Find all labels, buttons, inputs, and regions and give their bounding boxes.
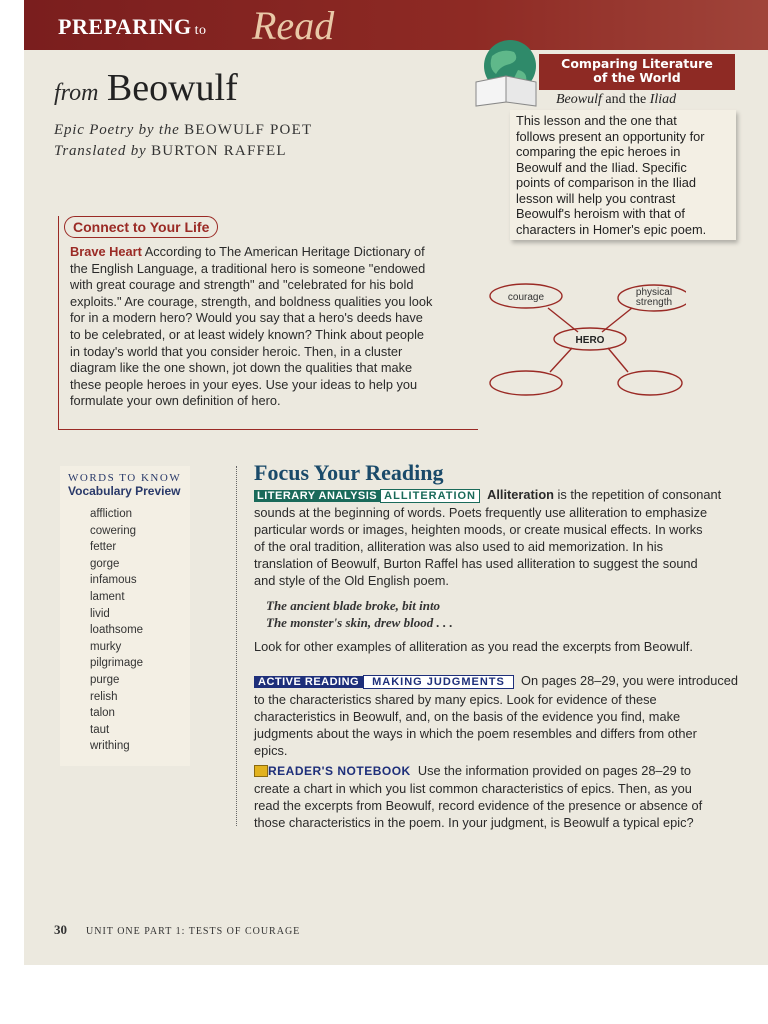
header-read: Read bbox=[252, 3, 335, 48]
subtitle-author: Epic Poetry by the BEOWULF POET bbox=[54, 122, 313, 138]
node-empty-1 bbox=[490, 371, 562, 395]
cluster-diagram bbox=[486, 282, 686, 402]
page-title bbox=[54, 66, 238, 110]
vocab-word: taut bbox=[90, 723, 110, 736]
focus-heading: Focus Your Reading bbox=[254, 460, 444, 485]
vocab-word: affliction bbox=[90, 508, 132, 520]
diagram-label-courage: courage bbox=[507, 292, 545, 303]
vocab-word: loathsome bbox=[90, 624, 144, 637]
quote-line-2: The monster's skin, drew blood . . . bbox=[266, 615, 453, 630]
vocab-word: cowering bbox=[90, 524, 137, 537]
vocab-word: writhing bbox=[90, 740, 130, 753]
column-divider bbox=[236, 466, 237, 826]
vocab-word: relish bbox=[90, 690, 118, 703]
vocab-heading-words: WORDS TO KNOW bbox=[68, 472, 182, 484]
comparing-literature-banner: Comparing Literature of the World bbox=[539, 54, 735, 90]
vocab-word: livid bbox=[90, 607, 110, 620]
diagram-label-hero: HERO bbox=[575, 335, 605, 346]
title-from: from bbox=[54, 80, 99, 106]
comparing-text-box: This lesson and the one that follows present an opportunity for comparing the epic heroes in Beowulf and the Iliad. Specific points of comparison in the Iliad lesson will help you contrast Beowulf's heroism with that of characters in Homer's epic poem. bbox=[510, 110, 736, 240]
quote-line-1: The ancient blade broke, bit into bbox=[266, 598, 441, 613]
active-reading-tag: ACTIVE READING MAKING JUDGMENTS bbox=[254, 676, 514, 691]
notebook-icon bbox=[254, 765, 268, 777]
readers-notebook-label: READER'S NOTEBOOK bbox=[268, 764, 411, 778]
vocab-list bbox=[90, 506, 143, 755]
title-main: Beowulf bbox=[106, 67, 238, 109]
diagram-label-physical: physical bbox=[635, 287, 673, 298]
alliteration-prompt: Look for other examples of alliteration as you read the excerpts from Beowulf. bbox=[254, 639, 693, 654]
vocab-word: gorge bbox=[90, 557, 120, 570]
diagram-label-strength: strength bbox=[635, 297, 673, 308]
vocab-word: murky bbox=[90, 640, 122, 653]
literary-analysis-section: LITERARY ANALYSIS ALLITERATION Alliteration is the repetition of consonant sounds at the beginning of words. Poets frequently use alliteration to emphasize particular words or images, heighten moods, or create musical effects. In works of the oral tradition, alliteration was also used to aid memorization. In his translation of Beowulf, Burton Raffel has used alliteration to suggest the sound and style of the Old English poem. bbox=[254, 487, 722, 588]
vocab-word: lament bbox=[90, 590, 125, 603]
page-number: 30 bbox=[54, 922, 67, 937]
header-banner bbox=[24, 0, 768, 50]
vocab-heading-preview: Vocabulary Preview bbox=[68, 484, 181, 498]
footer-unit: UNIT ONE PART 1: TESTS OF COURAGE bbox=[86, 926, 301, 937]
literary-analysis-tag: LITERARY ANALYSIS ALLITERATION bbox=[254, 489, 480, 504]
active-reading-section: ACTIVE READING MAKING JUDGMENTS On pages 28–29, you were introduced to the characteristics shared by many epics. Look for evidence of these characteristics in Beowulf, and, on the basis of the evidence you find, make judgments about the ways in which the poem resembles and differs from other epics. bbox=[254, 673, 738, 758]
header-preparing: PREPARING to bbox=[58, 14, 207, 39]
node-empty-2 bbox=[618, 371, 682, 395]
globe-book-icon bbox=[470, 36, 542, 108]
vocab-word: purge bbox=[90, 673, 120, 686]
comparing-subtitle: Beowulf and the Iliad bbox=[556, 92, 677, 107]
textbook-page bbox=[24, 0, 768, 965]
connect-heading: Connect to Your Life bbox=[64, 216, 218, 238]
subtitle-translator: Translated by BURTON RAFFEL bbox=[54, 143, 287, 159]
vocabulary-preview bbox=[60, 466, 190, 766]
vocab-word: talon bbox=[90, 707, 115, 720]
vocab-word: infamous bbox=[90, 574, 137, 587]
vocab-word: pilgrimage bbox=[90, 657, 144, 670]
vocab-word: fetter bbox=[90, 541, 117, 554]
page-footer bbox=[54, 922, 300, 938]
readers-notebook-section: READER'S NOTEBOOK Use the information provided on pages 28–29 to create a chart in which you list common characteristics of epics. Then, as you read the excerpts from Beowulf, record evidence of the presence or absence of those characteristics in the poem. In your judgment, is Beowulf a typical epic? bbox=[254, 763, 703, 830]
connect-body: Brave Heart According to The American Heritage Dictionary of the English Language, a traditional hero is someone "endowed with great courage and strength" and "celebrated for his bold exploits." Are courage, strength, and boldness qualities you look for in a modern hero? Would you say that a hero's deeds have to be celebrated, or at least widely known? Think about people in today's world that you consider heroic. Then, in a cluster diagram like the one shown, jot down the qualities that make these people heroes in your eyes. Use your ideas to help you formulate your own definition of hero. bbox=[70, 244, 433, 409]
